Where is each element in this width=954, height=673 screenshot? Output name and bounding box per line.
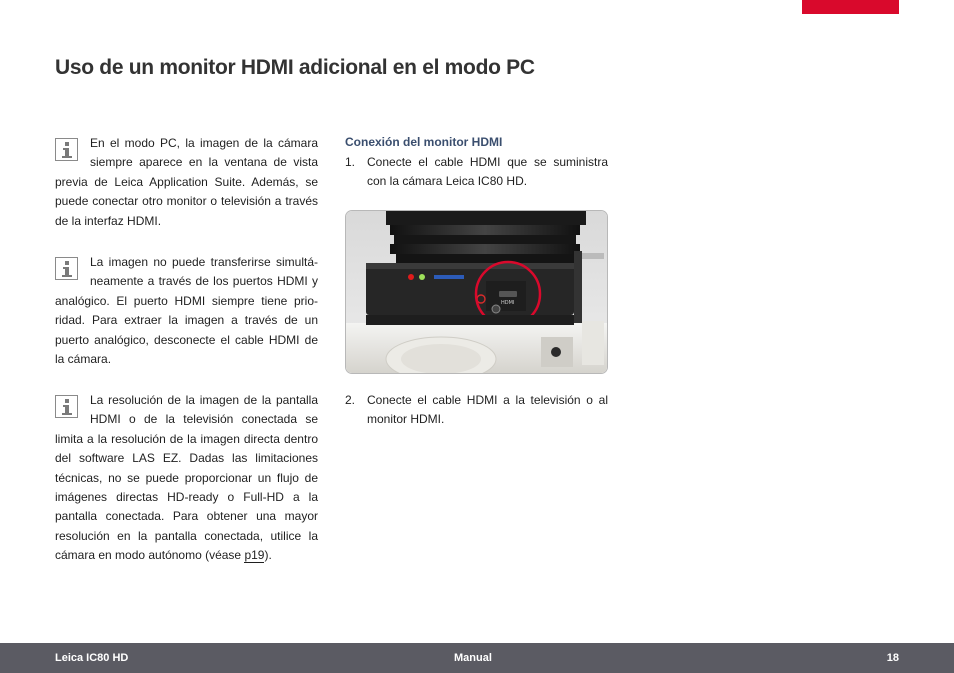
page-title: Uso de un monitor HDMI adicional en el modo PC [55,56,535,79]
page-footer [0,643,954,673]
header-accent-tab [802,0,899,14]
step-number: 1. [345,155,356,169]
page-reference-link[interactable]: p19 [244,548,265,563]
step-2 [345,391,608,430]
info-note-text: La resolución de la imagen de la pantalla HDMI o de la televisión conectada se limita a la resolución de la imagen directa dentro del software LAS EZ. Dadas las limitaciones técnicas, no se puede proporcionar un flujo de imágenes directas HD-ready o Full-HD a la pantalla conectada. Para obtener una mayor resolución en la pantalla conectada, utilice la cámara en modo autónomo (véase [55,393,318,563]
section-heading: Conexión del monitor HDMI [345,135,503,149]
info-note-text: La imagen no puede transferirse simultáneamente a través de los puertos HDMI y analógico. El puerto HDMI siempre tiene prioridad. Para extraer la imagen a través de un puerto analógico, desconecte el cable HDMI de la cámara. [55,255,318,367]
info-note-1 [55,134,318,231]
info-note-suffix: ). [264,548,272,563]
info-icon [55,395,78,418]
info-icon [55,257,78,280]
step-1 [345,153,608,192]
info-icon [55,138,78,161]
footer-page-number: 18 [886,652,899,664]
step-text: Conecte el cable HDMI a la televisión o al monitor HDMI. [367,393,608,427]
info-note-2 [55,253,318,369]
step-text: Conecte el cable HDMI que se suministra con la cámara Leica IC80 HD. [367,155,608,189]
camera-hdmi-port-photo [345,210,608,374]
info-note-3 [55,391,318,566]
info-note-text: En el modo PC, la imagen de la cámara siempre aparece en la ventana de vista previa de Leica Application Suite. Además, se puede conectar otro monitor o televisión a través de la interfaz HDMI. [55,136,318,228]
step-number: 2. [345,393,356,407]
footer-document-type: Manual [454,652,492,664]
footer-product-name: Leica IC80 HD [55,652,129,664]
hdmi-port-label: HDMI [501,300,515,306]
